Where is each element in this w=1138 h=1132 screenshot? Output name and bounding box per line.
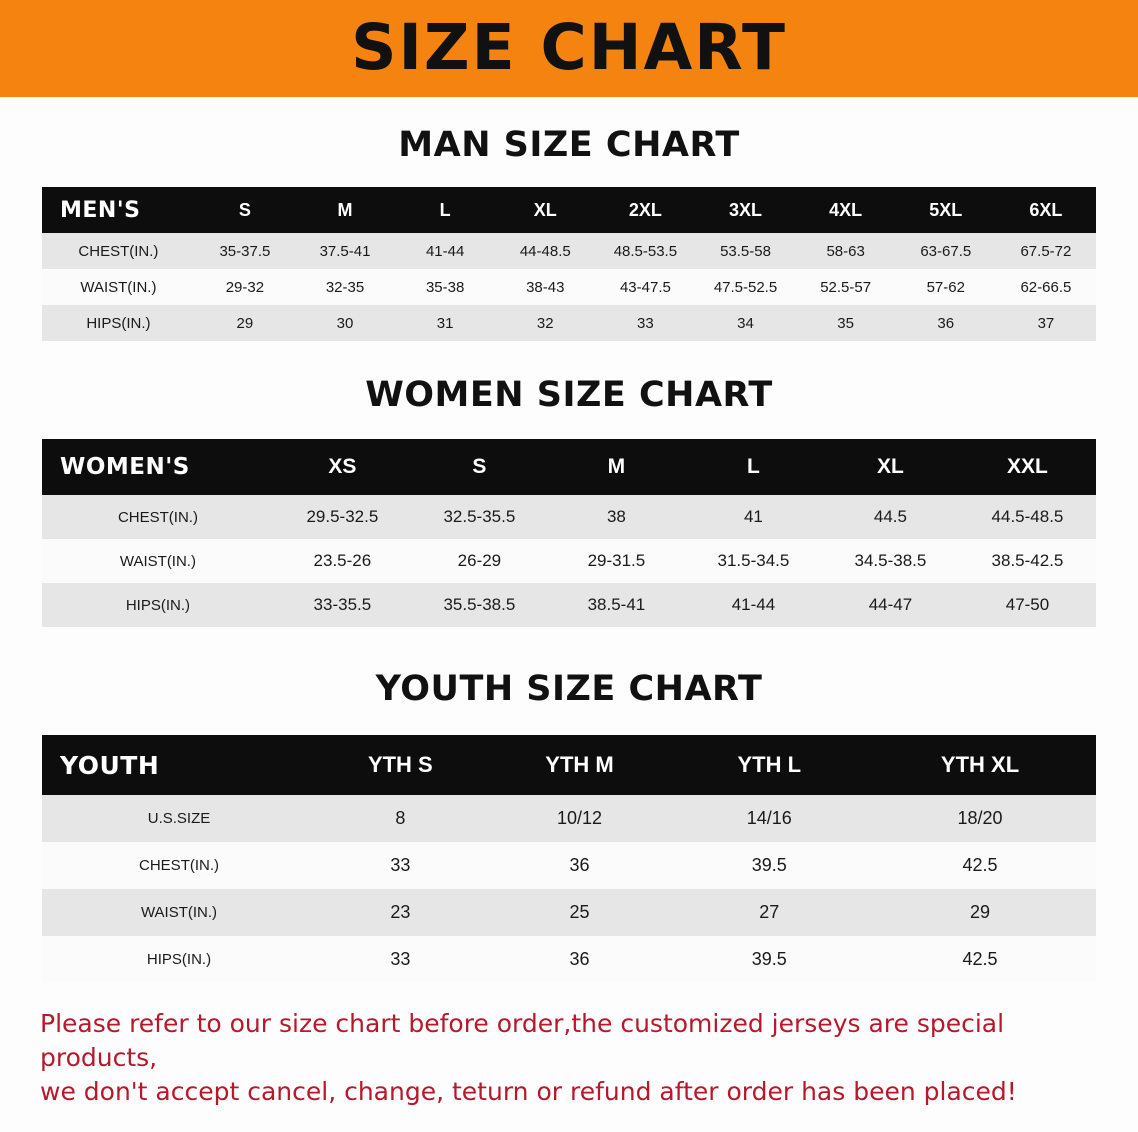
table-cell: 25 — [485, 889, 675, 936]
man-header-cell: MEN'S — [42, 187, 195, 233]
table-cell: 23 — [316, 889, 485, 936]
disclaimer-note — [40, 1007, 1098, 1108]
table-cell: 31.5-34.5 — [685, 539, 822, 583]
table-cell: 36 — [485, 936, 675, 983]
man-size-table — [42, 187, 1096, 341]
table-cell: 33 — [595, 305, 695, 341]
table-cell: 41 — [685, 495, 822, 539]
table-cell: 29 — [195, 305, 295, 341]
disclaimer-line-2: we don't accept cancel, change, teturn or refund after order has been placed! — [40, 1076, 1017, 1106]
man-header-cell: 3XL — [695, 187, 795, 233]
table-row — [42, 889, 1096, 936]
table-cell: 33 — [316, 842, 485, 889]
table-row — [42, 936, 1096, 983]
table-cell: 44-47 — [822, 583, 959, 627]
man-header-cell: 5XL — [896, 187, 996, 233]
table-row — [42, 233, 1096, 269]
page-title: SIZE CHART — [351, 11, 787, 84]
women-size-table — [42, 439, 1096, 627]
table-cell: 36 — [896, 305, 996, 341]
women-header-cell: XXL — [959, 439, 1096, 495]
man-header-cell: 6XL — [996, 187, 1096, 233]
table-cell: 30 — [295, 305, 395, 341]
table-row — [42, 305, 1096, 341]
table-cell: 38 — [548, 495, 685, 539]
disclaimer-line-1: Please refer to our size chart before order,the customized jerseys are special products, — [40, 1009, 1005, 1072]
table-cell: 43-47.5 — [595, 269, 695, 305]
table-cell: 37 — [996, 305, 1096, 341]
row-label: HIPS(IN.) — [42, 305, 195, 341]
man-section-title: MAN SIZE CHART — [398, 125, 740, 165]
youth-header-cell: YTH L — [674, 735, 864, 795]
table-cell: 27 — [674, 889, 864, 936]
women-header-cell: WOMEN'S — [42, 439, 274, 495]
table-cell: 31 — [395, 305, 495, 341]
table-row — [42, 539, 1096, 583]
table-cell: 48.5-53.5 — [595, 233, 695, 269]
youth-section-title: YOUTH SIZE CHART — [375, 669, 763, 709]
row-label: HIPS(IN.) — [42, 583, 274, 627]
women-header-cell: L — [685, 439, 822, 495]
table-cell: 39.5 — [674, 936, 864, 983]
table-cell: 29-32 — [195, 269, 295, 305]
table-cell: 32-35 — [295, 269, 395, 305]
row-label: WAIST(IN.) — [42, 269, 195, 305]
youth-header-cell: YOUTH — [42, 735, 316, 795]
man-header-cell: S — [195, 187, 295, 233]
table-row — [42, 795, 1096, 842]
page-banner — [0, 0, 1138, 97]
man-header-cell: L — [395, 187, 495, 233]
table-cell: 57-62 — [896, 269, 996, 305]
table-cell: 34.5-38.5 — [822, 539, 959, 583]
row-label: WAIST(IN.) — [42, 539, 274, 583]
women-table-header-row — [42, 439, 1096, 495]
table-cell: 29-31.5 — [548, 539, 685, 583]
table-cell: 35.5-38.5 — [411, 583, 548, 627]
table-cell: 29.5-32.5 — [274, 495, 411, 539]
table-cell: 23.5-26 — [274, 539, 411, 583]
women-table-wrap — [42, 439, 1096, 627]
table-cell: 38.5-41 — [548, 583, 685, 627]
table-cell: 58-63 — [796, 233, 896, 269]
table-cell: 67.5-72 — [996, 233, 1096, 269]
man-header-cell: 4XL — [796, 187, 896, 233]
table-cell: 37.5-41 — [295, 233, 395, 269]
table-cell: 8 — [316, 795, 485, 842]
table-cell: 10/12 — [485, 795, 675, 842]
row-label: CHEST(IN.) — [42, 233, 195, 269]
table-cell: 44.5-48.5 — [959, 495, 1096, 539]
women-header-cell: M — [548, 439, 685, 495]
table-cell: 52.5-57 — [796, 269, 896, 305]
table-cell: 34 — [695, 305, 795, 341]
table-row — [42, 269, 1096, 305]
youth-table-wrap — [42, 735, 1096, 983]
youth-header-cell: YTH M — [485, 735, 675, 795]
youth-table-header-row — [42, 735, 1096, 795]
table-cell: 44-48.5 — [495, 233, 595, 269]
table-cell: 41-44 — [395, 233, 495, 269]
row-label: CHEST(IN.) — [42, 842, 316, 889]
table-cell: 26-29 — [411, 539, 548, 583]
table-cell: 42.5 — [864, 842, 1096, 889]
table-cell: 53.5-58 — [695, 233, 795, 269]
youth-header-cell: YTH XL — [864, 735, 1096, 795]
youth-header-cell: YTH S — [316, 735, 485, 795]
man-table-wrap — [42, 187, 1096, 341]
table-cell: 14/16 — [674, 795, 864, 842]
table-row — [42, 842, 1096, 889]
table-cell: 18/20 — [864, 795, 1096, 842]
women-header-cell: XS — [274, 439, 411, 495]
man-table-header-row — [42, 187, 1096, 233]
table-cell: 35-38 — [395, 269, 495, 305]
women-header-cell: XL — [822, 439, 959, 495]
row-label: HIPS(IN.) — [42, 936, 316, 983]
youth-size-table — [42, 735, 1096, 983]
table-cell: 47.5-52.5 — [695, 269, 795, 305]
table-cell: 63-67.5 — [896, 233, 996, 269]
table-cell: 42.5 — [864, 936, 1096, 983]
table-cell: 44.5 — [822, 495, 959, 539]
table-cell: 62-66.5 — [996, 269, 1096, 305]
table-row — [42, 583, 1096, 627]
table-cell: 38.5-42.5 — [959, 539, 1096, 583]
table-cell: 33-35.5 — [274, 583, 411, 627]
man-header-cell: XL — [495, 187, 595, 233]
man-header-cell: 2XL — [595, 187, 695, 233]
table-cell: 32.5-35.5 — [411, 495, 548, 539]
table-cell: 39.5 — [674, 842, 864, 889]
table-cell: 33 — [316, 936, 485, 983]
row-label: U.S.SIZE — [42, 795, 316, 842]
table-cell: 32 — [495, 305, 595, 341]
table-cell: 38-43 — [495, 269, 595, 305]
row-label: WAIST(IN.) — [42, 889, 316, 936]
women-section-title: WOMEN SIZE CHART — [365, 375, 773, 415]
table-row — [42, 495, 1096, 539]
table-cell: 35 — [796, 305, 896, 341]
table-cell: 41-44 — [685, 583, 822, 627]
women-header-cell: S — [411, 439, 548, 495]
man-header-cell: M — [295, 187, 395, 233]
table-cell: 47-50 — [959, 583, 1096, 627]
table-cell: 29 — [864, 889, 1096, 936]
table-cell: 35-37.5 — [195, 233, 295, 269]
row-label: CHEST(IN.) — [42, 495, 274, 539]
table-cell: 36 — [485, 842, 675, 889]
